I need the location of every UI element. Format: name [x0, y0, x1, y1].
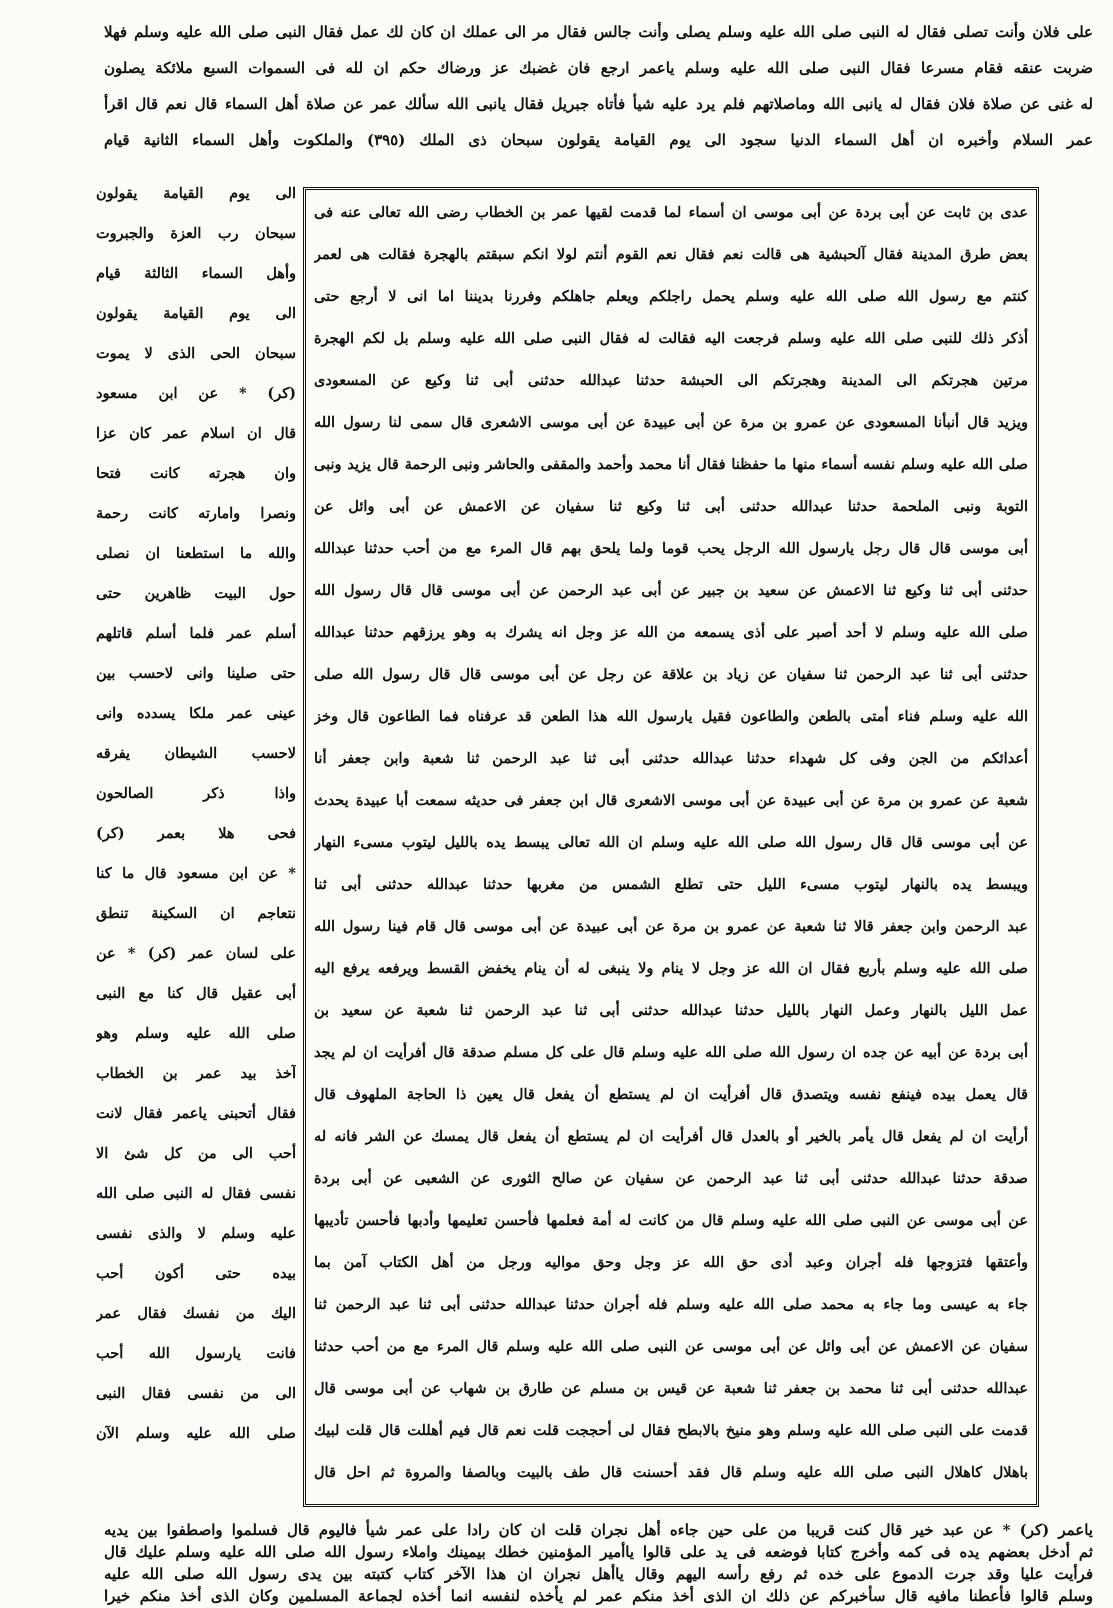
margin-line: قال ان اسلام عمر كان عزا [96, 425, 296, 442]
margin-line: بيده حتى أكون أحب [96, 1265, 296, 1282]
main-text-frame [303, 187, 1039, 1507]
margin-line: نفسى فقال له النبى صلى الله [96, 1185, 296, 1202]
margin-line: عينى عمر ملكا يسدده وانى [96, 705, 296, 722]
main-line: صدقة حدثنا عبدالله حدثنى أبى ثنا عبد الرحمن عن سفيان عن صالح الثورى عن الشعبى عن أبى بردة [314, 1170, 1028, 1187]
main-line: ويبسط يده بالنهار ليتوب مسىء الليل حتى تطلع الشمس من مغربها حدثنا عبدالله حدثنى أبى ثنا [314, 876, 1028, 893]
margin-line: فقال أتحبنى ياعمر فقال لانت [96, 1105, 296, 1122]
main-line: بعض طرق المدينة فقال آلحبشية هى قالت نعم فقال نعم القوم أنتم لولا انكم سبقتم بالهجرة فقالت هى لعمر [314, 246, 1028, 263]
margin-line: نتعاجم ان السكينة تنطق [96, 905, 296, 922]
main-line: أبى موسى قال قال رجل يارسول الله الرجل يحب قوما ولما يلحق بهم قال المرء مع من أحب حدثنا عبدالله [314, 540, 1028, 557]
margin-line: فانت يارسول الله أحب [96, 1345, 296, 1362]
main-line: صلى الله عليه وسلم بأربع فقال ان الله عز وجل لا ينام ولا ينبغى له أن ينام يخفض القسط ويرفعه يرفع اليه [314, 960, 1028, 977]
bottom-line: ياعمر (كر) * عن عبد خير قال كنت قريبا من على حين جاءه أهل نجران قلت ان كان رادا على عمر شيأ فاليوم قال فسلموا واصطفوا بين يديه [104, 1521, 1093, 1539]
margin-line: الى من نفسى فقال النبى [96, 1385, 296, 1402]
main-line: قدمت على النبى صلى الله عليه وسلم وهو منيخ بالابطح فقال لى أحججت قلت نعم قال فيم أهللت قال قلت لبيك [314, 1422, 1028, 1439]
margin-line: صلى الله عليه وسلم الآن [96, 1425, 296, 1442]
margin-commentary [96, 176, 296, 1516]
main-line: عمل الليل بالنهار وعمل النهار بالليل حدثنا عبدالله حدثنى أبى ثنا عبد الرحمن ثنا شعبة عن سعيد بن [314, 1002, 1028, 1019]
top-line: ضربت عنقه فقام مسرعا فقال النبى صلى الله عليه وسلم ياعمر ارجع فان غضبك عز ورضاك حكم ان لله فى السموات السبع ملائكة يصلون [104, 59, 1093, 77]
main-line: أرأيت ان لم يفعل قال يأمر بالخير أو بالعدل قال أفرأيت ان لم يستطع أن يفعل قال يمسك عن الشر فانه له [314, 1128, 1028, 1145]
margin-line: أحب الى من كل شئ الا [96, 1145, 296, 1162]
main-line: أعدائكم من الجن وفى كل شهداء حدثنا عبدالله حدثنى أبى ثنا عبد الرحمن ثنا شعبة وابن جعفر أنا [314, 750, 1028, 767]
margin-line: وان هجرته كانت فتحا [96, 465, 296, 482]
margin-line: سبحان الحى الذى لا يموت [96, 345, 296, 362]
margin-line: الى يوم القيامة يقولون [96, 305, 296, 322]
bottom-line: فرأيت عليا وقد جرت الدموع على خده ثم رفع رأسه اليهم وقال ياأهل نجران ان هذا الآخر كتاب كتبته بين يدى رسول الله صلى الله عليه [104, 1565, 1093, 1583]
margin-line: لاحسب الشيطان يفرقه [96, 745, 296, 762]
margin-line: على لسان عمر (كر) * عن [96, 945, 296, 962]
main-line: عدى بن ثابت عن أبى بردة عن أبى موسى ان أسماء لما قدمت لقيها عمر بن الخطاب رضى الله تعالى عنه فى [314, 204, 1028, 221]
main-line: حدثنى أبى ثنا عبد الرحمن ثنا سفيان عن زياد بن علاقة عن رجل عن أبى موسى قال قال رسول الله صلى [314, 666, 1028, 683]
main-line: حدثنى أبى ثنا وكيع ثنا الاعمش عن سعيد بن جبير عن أبى عبد الرحمن عن أبى موسى قال قال رسول الله [314, 582, 1028, 599]
margin-line: حول البيت ظاهرين حتى [96, 585, 296, 602]
main-line: ويزيد قال أنبأنا المسعودى عن عمرو بن مرة عن أبى عبيدة عن أبى موسى الاشعرى قال سمى لنا رسول الله [314, 414, 1028, 431]
margin-line: أبى عقيل قال كنا مع النبى [96, 985, 296, 1002]
main-line: أذكر ذلك للنبى صلى الله عليه وسلم فرجعت اليه فقالت له فقال النبى صلى الله عليه وسلم بل لكم الهجرة [314, 330, 1028, 347]
bottom-text-block [104, 1518, 1093, 1608]
main-line: مرتين هجرتكم الى المدينة وهجرتكم الى الحبشة حدثنا عبدالله حدثنى أبى ثنا وكيع عن المسعودى [314, 372, 1028, 389]
main-line: عن أبى موسى قال قال رسول الله صلى الله عليه وسلم ان الله تعالى يبسط يده بالليل ليتوب مسىء النهار [314, 834, 1028, 851]
main-line: وأعتقها فتزوجها فله أجران وعبد أدى حق الله عز وجل وحق مواليه ورجل من أهل الكتاب آمن بما [314, 1254, 1028, 1271]
main-line: عبدالله حدثنى أبى ثنا محمد بن جعفر ثنا شعبة عن قيس بن مسلم عن طارق بن شهاب عن أبى موسى قال [314, 1380, 1028, 1397]
main-line: شعبة عن عمرو بن مرة عن أبى عبيدة عن أبى موسى الاشعرى قال ابن جعفر فى حديثه سمعت أبا عبيدة يحدث [314, 792, 1028, 809]
main-line: قال يعمل بيده فينفع نفسه ويتصدق قال أفرأيت ان لم يستطع أن يفعل قال يعين ذا الحاجة الملهوف قال [314, 1086, 1028, 1103]
main-text-column [314, 198, 1028, 1496]
margin-line: اليك من نفسك فقال عمر [96, 1305, 296, 1322]
main-line: أبى بردة عن أبيه عن جده ان رسول الله صلى الله عليه وسلم قال على كل مسلم صدقة قال أفرأيت ان لم يجد [314, 1044, 1028, 1061]
main-line: سفيان عن الاعمش عن أبى وائل عن أبى موسى عن النبى صلى الله عليه وسلم قال المرء مع من أحب حدثنا [314, 1338, 1028, 1355]
main-line: عبد الرحمن وابن جعفر قالا ثنا شعبة عن عمرو بن مرة عن أبى عبيدة عن أبى موسى قال قام فينا رسول الله [314, 918, 1028, 935]
main-line: صلى الله عليه وسلم نفسه أسماء منها ما حفظنا فقال أنا محمد وأحمد والمقفى والحاشر ونبى الرحمة قال يزيد ونبى [314, 456, 1028, 473]
main-line: التوبة ونبى الملحمة حدثنا عبدالله حدثنى أبى ثنا وكيع ثنا سفيان عن الاعمش عن أبى وائل عن [314, 498, 1028, 515]
margin-line: صلى الله عليه وسلم وهو [96, 1025, 296, 1042]
margin-line: (كر) * عن ابن مسعود [96, 385, 296, 402]
margin-line: ونصرا وامارته كانت رحمة [96, 505, 296, 522]
bottom-line: وسلم قالوا فأعطنا مافيه قال سأخبركم عن ذلك ان الذى أخذ منكم عمر لم يأخذه لنفسه انما أخذه لجماعة المسلمين وكان الذى أخذ منكم خيرا [104, 1587, 1093, 1605]
main-line: باهلال كاهلال النبى صلى الله عليه وسلم قال فقد أحسنت قال طف بالبيت وبالصفا والمروة ثم احل قال [314, 1464, 1028, 1481]
main-line: عن أبى موسى عن النبى صلى الله عليه وسلم قال من كانت له أمة فعلمها فأحسن تعليمها وأدبها فأحسن تأديبها [314, 1212, 1028, 1229]
margin-line: أسلم عمر فلما أسلم قاتلهم [96, 625, 296, 642]
main-line: صلى الله عليه وسلم لا أحد أصبر على أذى يسمعه من الله عز وجل انه يشرك به وهو يرزقهم حدثنا عبدالله [314, 624, 1028, 641]
top-line: له غنى عن صلاة فلان فقال له يانبى الله وماصلاتهم فلم يرد عليه شيأ فأتاه جبريل فقال يانبى الله سألك عمر عن صلاة أهل السماء قال نعم قال اقرأ [104, 95, 1093, 113]
margin-line: والله ما استطعنا ان نصلى [96, 545, 296, 562]
top-text-block [104, 20, 1093, 178]
bottom-line: ثم أدخل بعضهم يده فى كمه وأخرج كتابا فوضعه فى يد على قالوا ياأمير المؤمنين خطك بيمينك واملاء رسول الله صلى الله عليه وسلم عليك قال [104, 1543, 1093, 1561]
margin-line: الى يوم القيامة يقولون [96, 185, 296, 202]
top-line: على فلان وأنت تصلى فقال له النبى صلى الله عليه وسلم يصلى وأنت جالس فقال مر الى عملك ان كان لك عمل فقال النبى صلى الله عليه وسلم فهلا [104, 23, 1093, 41]
margin-line: * عن ابن مسعود قال ما كنا [96, 865, 296, 882]
main-line: جاء به عيسى وما جاء به محمد صلى الله عليه وسلم فله أجران حدثنا عبدالله حدثنى أبى ثنا عبد الرحمن ثنا [314, 1296, 1028, 1313]
margin-line: وأهل السماء الثالثة قيام [96, 265, 296, 282]
margin-line: واذا ذكر الصالحون [96, 785, 296, 802]
margin-line: فحى هلا بعمر (كر) [96, 825, 296, 842]
top-line: عمر السلام وأخبره ان أهل السماء الدنيا سجود الى يوم القيامة يقولون سبحان ذى الملك (٣٩٥) والملكوت وأهل السماء الثانية قيام [104, 131, 1093, 149]
margin-line: سبحان رب العزة والجبروت [96, 225, 296, 242]
main-line: الله عليه وسلم فناء أمتى بالطعن والطاعون فقيل يارسول الله هذا الطعن قد عرفناه فما الطاعون قال وخز [314, 708, 1028, 725]
margin-line: عليه وسلم لا والذى نفسى [96, 1225, 296, 1242]
margin-line: آخذ بيد عمر بن الخطاب [96, 1065, 296, 1082]
margin-line: حتى صلينا وانى لاحسب بين [96, 665, 296, 682]
main-line: كنتم مع رسول الله صلى الله عليه وسلم يحمل راجلكم ويعلم جاهلكم وفررنا بديننا اما انى لا أرجع حتى [314, 288, 1028, 305]
